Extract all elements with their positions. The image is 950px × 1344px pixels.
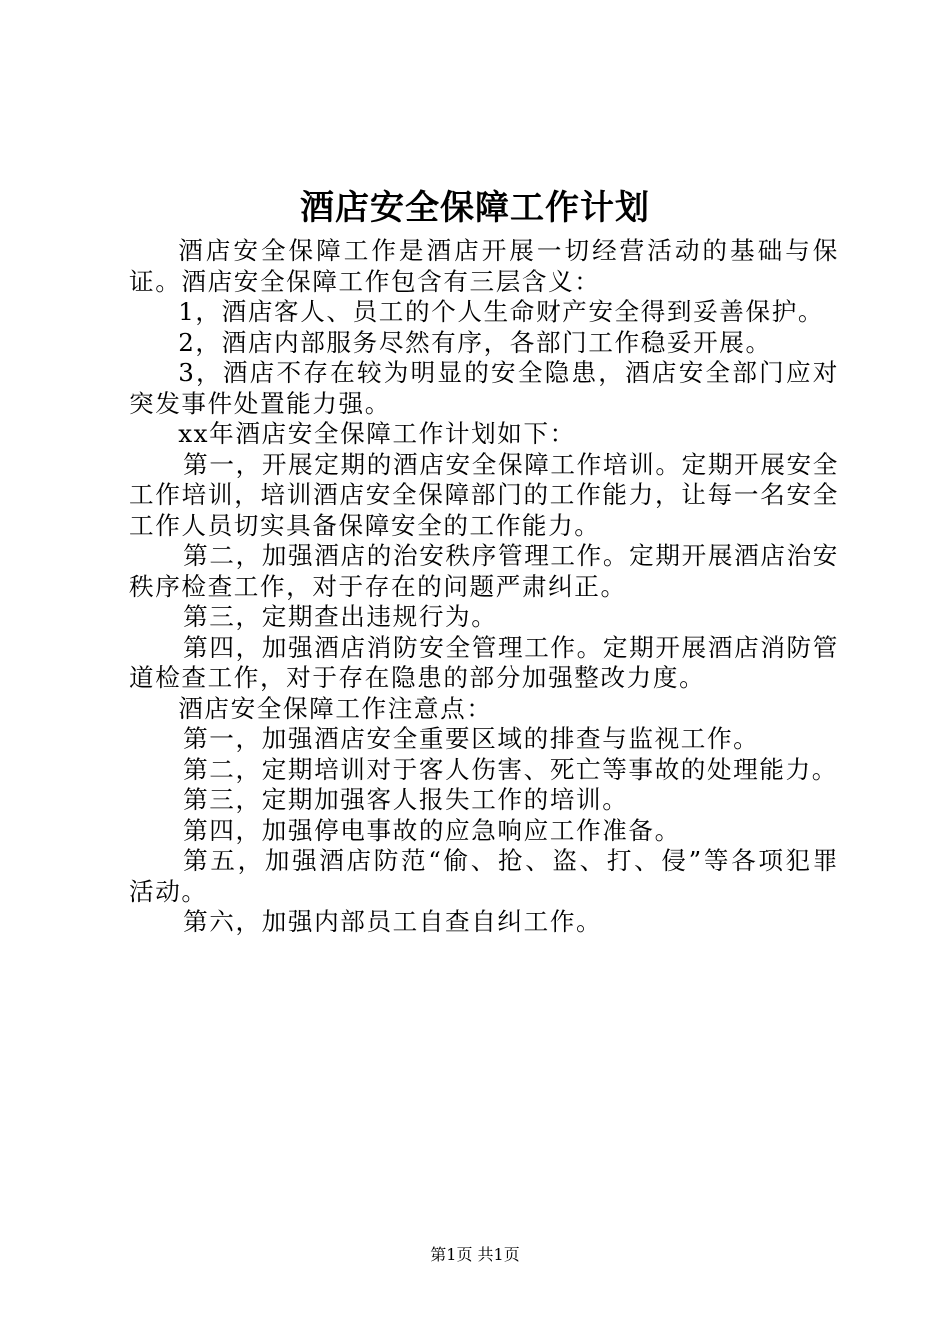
document-body <box>129 236 839 938</box>
paragraph-notes-heading: 酒店安全保障工作注意点： <box>178 693 493 723</box>
paragraph-plan-1: 第一，开展定期的酒店安全保障工作培训。定期开展安全工作培训，培训酒店安全保障部门的工作能力，让每一名安全工作人员切实具备保障安全的工作能力。 <box>129 449 839 540</box>
paragraph-point-3: 3，酒店不存在较为明显的安全隐患，酒店安全部门应对突发事件处置能力强。 <box>129 358 839 418</box>
paragraph-note-1: 第一，加强酒店安全重要区域的排查与监视工作。 <box>183 724 760 753</box>
paragraph-intro: 酒店安全保障工作是酒店开展一切经营活动的基础与保证。酒店安全保障工作包含有三层含义： <box>129 236 839 296</box>
paragraph-plan-4: 第四，加强酒店消防安全管理工作。定期开展酒店消防管道检查工作，对于存在隐患的部分加强整改力度。 <box>129 632 839 692</box>
paragraph-plan-2: 第二，加强酒店的治安秩序管理工作。定期开展酒店治安秩序检查工作，对于存在的问题严肃纠正。 <box>129 541 839 601</box>
paragraph-plan-heading: xx年酒店安全保障工作计划如下： <box>178 419 576 448</box>
paragraph-plan-3: 第三，定期查出违规行为。 <box>183 602 498 631</box>
paragraph-note-2: 第二，定期培训对于客人伤害、死亡等事故的处理能力。 <box>183 754 838 784</box>
page-footer: 第1页 共1页 <box>430 1245 520 1264</box>
paragraph-note-4: 第四，加强停电事故的应急响应工作准备。 <box>183 815 681 845</box>
document-title: 酒店安全保障工作计划 <box>300 188 650 228</box>
paragraph-note-6: 第六，加强内部员工自查自纠工作。 <box>183 907 603 936</box>
paragraph-point-1: 1，酒店客人、员工的个人生命财产安全得到妥善保护。 <box>178 297 825 326</box>
paragraph-note-5: 第五，加强酒店防范“偷、抢、盗、打、侵”等各项犯罪活动。 <box>129 846 839 906</box>
paragraph-note-3: 第三，定期加强客人报失工作的培训。 <box>183 785 629 814</box>
paragraph-point-2: 2，酒店内部服务尽然有序，各部门工作稳妥开展。 <box>178 327 772 357</box>
